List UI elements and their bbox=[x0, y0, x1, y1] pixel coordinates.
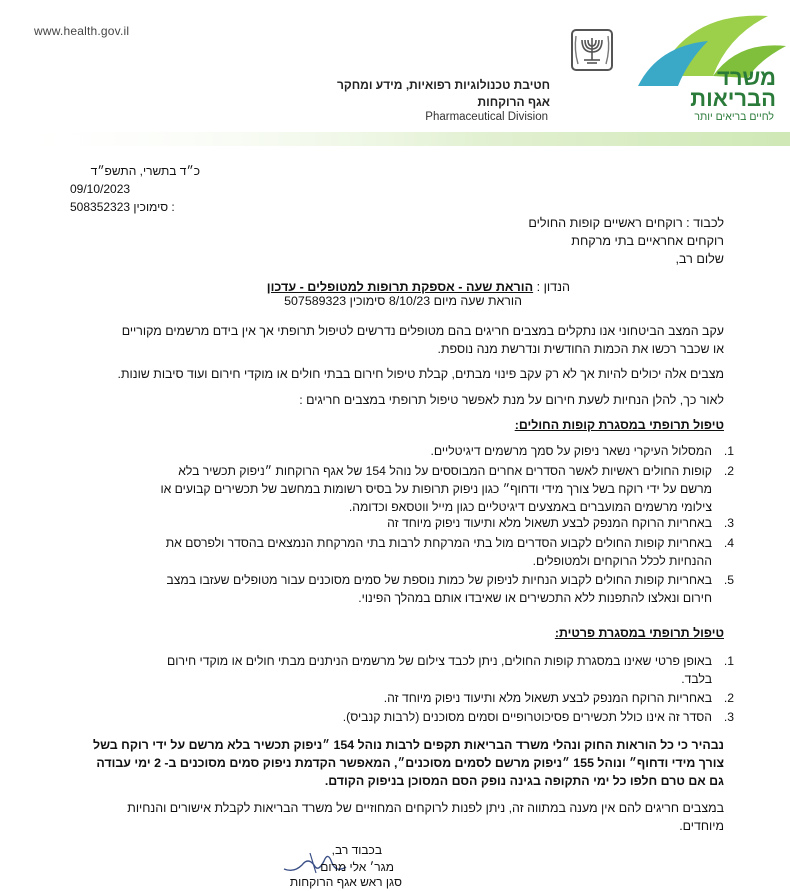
list-item bbox=[102, 689, 734, 707]
division-line-1: חטיבת טכנולוגיות רפואיות, מידע ומחקר bbox=[336, 78, 550, 92]
list-item-line: קופות החולים ראשיות לאשר הסדרים אחרים המבוססים על נוהל 154 של אגף הרוקחות ״ניפוק תכשיר בלא bbox=[178, 464, 712, 478]
list-item-line: באחריות קופות החולים לקבוע הסדרים מול בתי המרקחת לרבות בתי המרקחת הנמצאים בהסדר ולפרסם את bbox=[165, 536, 712, 550]
subject-title: הוראת שעה - אספקת תרופות למטופלים - עדכון bbox=[266, 280, 534, 294]
list-item bbox=[102, 571, 734, 607]
signature-title: סגן ראש אגף הרוקחות bbox=[289, 875, 402, 889]
list-item-line: צילומי מרשמים המועברים באמצעים דיגיטליים כגון מייל ווטסאפ וכדומה. bbox=[348, 500, 712, 514]
list-item bbox=[102, 534, 734, 570]
paragraph-2: מצבים אלה יכולים להיות אך לא רק עקב פינוי מבתים, קבלת טיפול חירום בבתי חולים או מוקדי חירום ועוד סיבות שונות. bbox=[117, 367, 724, 381]
recipients-line-2: רוקחים אחראיים בתי מרקחת bbox=[571, 234, 724, 248]
list-item-line: באופן פרטי שאינו במסגרת קופות החולים, ניתן לכבד צילום של מרשמים הניתנים מבתי חולים או מוקדי חירום bbox=[167, 654, 712, 668]
list-item bbox=[102, 514, 734, 532]
closing-bold-line-2: צורך מידי ודחוף״ ונוהל 155 ״ניפוק מרשם לסמים מסוכנים״, המאפשר הקדמת ניפוק סמים מסוכנים ב- 2 ימי עבודה bbox=[96, 756, 724, 770]
final-paragraph-line-1: במצבים חריגים להם אין מענה במתווה זה, ניתן לפנות לרוקחים המחוזיים של משרד הבריאות לקבלת אישורים והנחיות bbox=[127, 801, 724, 815]
reference-label: סימוכין : bbox=[133, 200, 175, 214]
list-item-line: באחריות הרוקח המנפק לבצע תשאול מלא ותיעוד ניפוק מיוחד זה. bbox=[383, 691, 712, 705]
closing-bold-line-3: גם אם טרם חלפו כל ימי התקופה בגינה נופק הסם המסוכן בניפוק הקודם. bbox=[324, 774, 724, 788]
website-url: www.health.gov.il bbox=[34, 24, 130, 38]
list-item-number: 2. bbox=[723, 691, 734, 705]
list-item-number: 3. bbox=[723, 710, 734, 724]
state-emblem-icon bbox=[570, 28, 614, 72]
paragraph-3: לאור כך, להלן הנחיות לשעת חירום על מנת לאפשר טיפול תרופתי במצבים חריגים : bbox=[299, 393, 724, 407]
section-2-heading: טיפול תרופתי במסגרת פרטית: bbox=[554, 626, 724, 640]
list-item bbox=[102, 708, 734, 726]
list-item-line: חירום ונאלצו להתפנות ללא התכשירים או שאיבדו אותם במהלך הפינוי. bbox=[358, 591, 712, 605]
list-item-line: מרשם על ידי רוקח בשל צורך מידי ודחוף״ כגון ניפוק תרופות על בסיס רשומות במחשב של תכשירים קבועים או bbox=[160, 482, 712, 496]
list-item-line: המסלול העיקרי נשאר ניפוק על סמך מרשמים דיגיטליים. bbox=[430, 444, 712, 458]
list-item-line: בלבד. bbox=[681, 672, 712, 686]
list-item-line: הסדר זה אינו כולל תכשירים פסיכוטרופיים וסמים מסוכנים (לרבות קנביס). bbox=[342, 710, 712, 724]
logo-text-line-2: הבריאות bbox=[690, 86, 776, 111]
list-item-number: 1. bbox=[723, 654, 734, 668]
paragraph-1-line-1: עקב המצב הביטחוני אנו נתקלים במצבים חריגים בהם מטופלים נדרשים לטיפול תרופתי אך אין בידם מרשמים מקוריים bbox=[121, 324, 724, 338]
division-line-2: אגף הרוקחות bbox=[477, 95, 550, 109]
final-paragraph-line-2: מיוחדים. bbox=[679, 819, 724, 833]
subject-subtitle: הוראת שעה מיום 8/10/23 סימוכין 507589323 bbox=[284, 294, 522, 308]
closing-bold-line-1: נבהיר כי כל הוראות החוק ונהלי משרד הבריאות תקפים לרבות נוהל 154 ״ניפוק תכשיר בלא מרשם על ידי רוקח בשל bbox=[92, 738, 724, 752]
subject-label: הנדון : bbox=[536, 280, 570, 294]
hebrew-date: כ״ד בתשרי, התשפ״ד bbox=[90, 164, 200, 178]
paragraph-1-line-2: או שכבר רכשו את הכמות החודשית ונדרשת מנה נוספת. bbox=[437, 342, 724, 356]
list-item-number: 3. bbox=[723, 516, 734, 530]
gregorian-date: 09/10/2023 bbox=[70, 182, 131, 196]
section-1-heading: טיפול תרופתי במסגרת קופות החולים: bbox=[514, 418, 724, 432]
subject-line bbox=[267, 280, 570, 294]
reference-line bbox=[70, 200, 175, 214]
reference-number: 508352323 bbox=[70, 200, 131, 214]
list-item-number: 5. bbox=[723, 573, 734, 587]
division-english: Pharmaceutical Division bbox=[425, 111, 548, 123]
list-item-line: ההנחיות לכלל הרוקחים ולמטופלים. bbox=[532, 554, 712, 568]
list-item bbox=[102, 442, 734, 460]
signature-name: מגר׳ אלי מרום bbox=[320, 860, 394, 874]
list-item bbox=[102, 462, 734, 516]
list-item-number: 1. bbox=[723, 444, 734, 458]
header-decorative-band bbox=[0, 132, 790, 146]
list-item-number: 4. bbox=[723, 536, 734, 550]
list-item-line: באחריות הרוקח המנפק לבצע תשאול מלא ותיעוד ניפוק מיוחד זה bbox=[387, 516, 712, 530]
logo-text-line-1: משרד bbox=[717, 65, 776, 90]
list-item bbox=[102, 652, 734, 688]
list-item-number: 2. bbox=[723, 464, 734, 478]
list-item-line: באחריות קופות החולים לקבוע הנחיות לניפוק של כמות נוספת של סמים מסוכנים עבור מטופלים שעזבו במצב bbox=[166, 573, 712, 587]
signature-regards: בכבוד רב, bbox=[331, 843, 382, 857]
recipients-line-1: לכבוד : רוקחים ראשיים קופות החולים bbox=[528, 216, 724, 230]
logo-tagline: לחיים בריאים יותר bbox=[694, 111, 774, 123]
greeting: שלום רב, bbox=[675, 252, 724, 266]
